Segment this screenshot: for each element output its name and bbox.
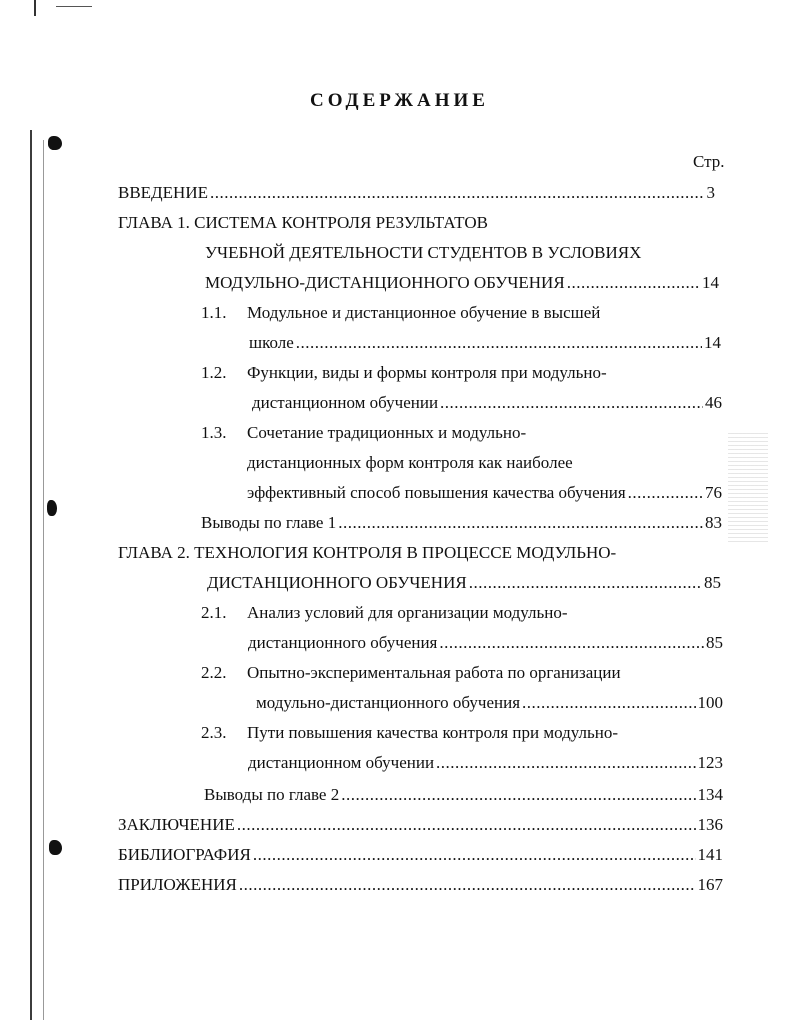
toc-entry-conclusion[interactable] [118,814,723,836]
toc-entry-section-2-3-cont [248,752,723,774]
toc-section-number: 2.1. [201,603,227,622]
toc-section-number: 1.2. [201,363,227,382]
toc-page-number: 167 [697,875,723,894]
toc-label: ГЛАВА 2. ТЕХНОЛОГИЯ КОНТРОЛЯ В ПРОЦЕССЕ МОДУЛЬНО- [118,543,617,562]
toc-entry-section-2-1[interactable] [201,602,568,624]
toc-label: УЧЕБНОЙ ДЕЯТЕЛЬНОСТИ СТУДЕНТОВ В УСЛОВИЯХ [205,243,642,262]
toc-page-number: 14 [704,333,721,352]
toc-label: Выводы по главе 1 [201,513,337,532]
toc-label: Функции, виды и формы контроля при модульно- [247,363,607,382]
toc-leader [239,874,696,896]
toc-entry-section-1-3[interactable] [201,422,526,444]
toc-entry-section-1-2[interactable] [201,362,607,384]
toc-page-number: 14 [702,273,719,292]
scan-artifact [30,130,32,1020]
toc-leader [469,572,702,594]
toc-label: ВВЕДЕНИЕ [118,183,208,202]
toc-label: ПРИЛОЖЕНИЯ [118,875,237,894]
toc-entry-section-2-1-cont [248,632,723,654]
toc-entry-section-1-3-cont [247,452,573,474]
ink-blot [48,136,62,150]
toc-entry-section-2-2[interactable] [201,662,621,684]
toc-leader [440,392,703,414]
toc-label: дистанционном обучении [248,753,435,772]
toc-leader [296,332,702,354]
toc-entry-section-2-3[interactable] [201,722,618,744]
toc-label: дистанционного обучения [248,633,438,652]
ink-blot [49,840,62,855]
toc-entry-section-1-1-cont [249,332,721,354]
toc-page-number: 141 [697,845,723,864]
scan-artifact [34,0,36,16]
toc-section-number: 1.3. [201,423,227,442]
toc-entry-section-2-2-cont [256,692,723,714]
toc-label: эффективный способ повышения качества обучения [247,483,626,502]
toc-label: Опытно-экспериментальная работа по организации [247,663,621,682]
toc-label: МОДУЛЬНО-ДИСТАНЦИОННОГО ОБУЧЕНИЯ [205,273,565,292]
toc-page-number: 76 [705,483,722,502]
toc-entry-conclusions-ch2[interactable] [204,784,723,806]
toc-entry-conclusions-ch1[interactable] [201,512,722,534]
toc-label: Выводы по главе 2 [204,785,340,804]
toc-label: ЗАКЛЮЧЕНИЕ [118,815,235,834]
toc-entry-chapter2[interactable] [118,542,616,564]
toc-entry-chapter1-cont [205,242,641,264]
toc-leader [567,272,700,294]
toc-leader [210,182,705,204]
toc-entry-bibliography[interactable] [118,844,723,866]
toc-label: Пути повышения качества контроля при модульно- [247,723,619,742]
toc-page-number: 85 [706,633,723,652]
scan-smudge [728,432,768,542]
toc-label: Сочетание традиционных и модульно- [247,423,527,442]
toc-section-number: 2.3. [201,723,227,742]
scan-artifact [43,140,44,1020]
toc-entry-chapter2-cont [207,572,721,594]
toc-section-number: 1.1. [201,303,227,322]
toc-entry-section-1-1[interactable] [201,302,600,324]
toc-entry-section-1-3-cont [247,482,722,504]
toc-page-number: 123 [697,753,723,772]
scan-artifact [56,6,92,7]
toc-section-number: 2.2. [201,663,227,682]
toc-leader [237,814,696,836]
toc-entry-chapter1[interactable] [118,212,488,234]
toc-label: ДИСТАНЦИОННОГО ОБУЧЕНИЯ [207,573,467,592]
toc-page-number: 85 [704,573,721,592]
toc-label: дистанционных форм контроля как наиболее [247,453,573,472]
page-column-label: Стр. [693,152,725,171]
toc-leader [628,482,703,504]
toc-page-number: 83 [705,513,722,532]
toc-leader [341,784,695,806]
ink-blot [47,500,57,516]
toc-entry-appendices[interactable] [118,874,723,896]
toc-leader [439,632,704,654]
toc-entry-section-1-2-cont [252,392,722,414]
toc-entry-intro[interactable] [118,182,715,204]
toc-label: Анализ условий для организации модульно- [247,603,568,622]
toc-label: Модульное и дистанционное обучение в высшей [247,303,601,322]
toc-leader [253,844,696,866]
toc-leader [522,692,695,714]
toc-page-number: 134 [697,785,723,804]
toc-label: школе [249,333,294,352]
toc-leader [338,512,703,534]
page-title: СОДЕРЖАНИЕ [310,90,489,111]
toc-page-number: 100 [697,693,723,712]
toc-page-number: 46 [705,393,722,412]
toc-leader [436,752,695,774]
toc-page-number: 3 [706,183,715,202]
toc-label: дистанционном обучении [252,393,439,412]
toc-label: ГЛАВА 1. СИСТЕМА КОНТРОЛЯ РЕЗУЛЬТАТОВ [118,213,488,232]
toc-label: модульно-дистанционного обучения [256,693,521,712]
toc-page-number: 136 [697,815,723,834]
toc-label: БИБЛИОГРАФИЯ [118,845,251,864]
toc-entry-chapter1-cont [205,272,719,294]
